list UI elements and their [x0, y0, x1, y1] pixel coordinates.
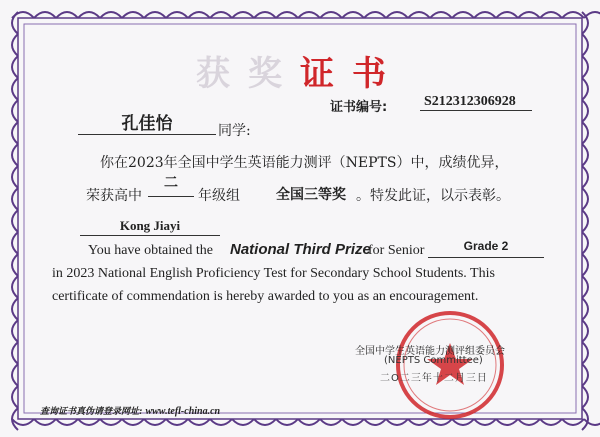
border-scallop [298, 419, 320, 425]
border-scallop [540, 12, 562, 18]
title-char-1: 获 [196, 54, 248, 94]
border-scallop [122, 419, 144, 425]
border-scallop [342, 419, 364, 425]
border-scallop [582, 342, 588, 364]
border-scallop [100, 12, 122, 18]
border-scallop [386, 12, 408, 18]
border-scallop [582, 166, 588, 188]
chinese-body-line-1: 你在2023年全国中学生英语能力测评（NEPTS）中，成绩优异， [100, 155, 509, 171]
border-scallop [78, 12, 100, 18]
border-scallop [34, 419, 56, 425]
english-line1-prefix: You have obtained the [88, 243, 213, 258]
student-name-en: Kong Jiayi [119, 218, 181, 233]
border-scallop [12, 386, 18, 408]
verification-text: 查询证书真伪请登录网址: [40, 407, 143, 417]
issuer-cn: 全国中学生英语能力测评组委员会 [355, 346, 505, 357]
border-scallop [12, 166, 18, 188]
border-scallop [582, 122, 588, 144]
border-scallop [12, 320, 18, 342]
border-scallop [254, 12, 276, 18]
border-scallop [364, 419, 386, 425]
chinese-line2-middle: 年级组 [198, 188, 240, 204]
border-scallop [582, 298, 588, 320]
border-scallop [496, 12, 518, 18]
border-scallop [12, 298, 18, 320]
border-scallop [562, 419, 584, 425]
issuer-en: (NEPTS Committee) [384, 355, 483, 366]
border-scallop [582, 188, 588, 210]
border-scallop [276, 419, 298, 425]
title-char-2: 奖 [248, 54, 300, 94]
border-scallop [12, 342, 18, 364]
border-scallop [12, 254, 18, 276]
border-scallop [188, 419, 210, 425]
student-name-en-field [80, 219, 220, 236]
border-scallop [582, 232, 588, 254]
border-scallop [188, 12, 210, 18]
border-scallop [518, 419, 540, 425]
chinese-line2-prefix: 荣获高中 [86, 188, 142, 204]
border-scallop [12, 144, 18, 166]
border-scallop [12, 122, 18, 144]
border-scallop [582, 320, 588, 342]
chinese-line2-suffix: 。特发此证，以示表彰。 [356, 188, 510, 204]
border-scallop [474, 12, 496, 18]
greeting-suffix: 同学: [218, 123, 251, 139]
border-scallop [12, 232, 18, 254]
border-scallop [166, 419, 188, 425]
border-scallop [12, 408, 18, 430]
border-scallop [342, 12, 364, 18]
grade-en-field [428, 240, 544, 258]
border-scallop [232, 419, 254, 425]
grade-cn-field [148, 176, 194, 197]
english-line1-middle: for Senior [368, 243, 425, 258]
border-scallop [12, 419, 34, 425]
student-name-cn: 孔佳怡 [121, 114, 173, 134]
border-scallop [210, 419, 232, 425]
prize-en: National Third Prize [230, 241, 371, 258]
border-scallop [582, 364, 588, 386]
english-body-line-2: in 2023 National English Proficiency Test for Secondary School Students. This [52, 266, 495, 281]
border-scallop [56, 12, 78, 18]
grade-en: Grade 2 [463, 239, 509, 253]
border-scallop [12, 188, 18, 210]
title-char-3: 证 [300, 54, 352, 94]
border-scallop [452, 12, 474, 18]
border-scallop [562, 12, 584, 18]
border-scallop [12, 12, 18, 34]
student-name-cn-field [78, 114, 216, 135]
border-scallop [408, 12, 430, 18]
border-scallop [582, 144, 588, 166]
border-scallop [12, 100, 18, 122]
border-scallop [78, 419, 100, 425]
border-scallop [56, 419, 78, 425]
border-scallop [430, 12, 452, 18]
border-scallop [144, 12, 166, 18]
english-body-line-3: certificate of commendation is hereby awarded to you as an encouragement. [52, 289, 479, 304]
verification-note [40, 404, 220, 417]
border-scallop [276, 12, 298, 18]
border-scallop [582, 210, 588, 232]
certificate-title [0, 46, 600, 95]
border-scallop [518, 12, 540, 18]
border-scallop [320, 12, 342, 18]
border-scallop [582, 276, 588, 298]
border-scallop [582, 254, 588, 276]
verification-url[interactable]: www.tefl-china.cn [145, 406, 221, 417]
border-scallop [34, 12, 56, 18]
border-scallop [144, 419, 166, 425]
border-scallop [12, 276, 18, 298]
border-scallop [364, 12, 386, 18]
title-char-4: 书 [352, 54, 404, 94]
border-scallop [232, 12, 254, 18]
border-scallop [166, 12, 188, 18]
border-scallop [12, 364, 18, 386]
border-scallop [298, 12, 320, 18]
border-scallop [210, 12, 232, 18]
certificate-number-value: S212312306928 [420, 94, 532, 111]
border-scallop [540, 419, 562, 425]
certificate-number-label: 证书编号: [330, 100, 388, 115]
border-scallop [12, 210, 18, 232]
issue-date: 二O二三年十二月三日 [380, 373, 488, 384]
border-scallop [122, 12, 144, 18]
border-scallop [582, 386, 588, 408]
border-scallop [320, 419, 342, 425]
border-scallop [254, 419, 276, 425]
award-cn: 全国三等奖 [276, 187, 346, 203]
border-scallop [582, 100, 588, 122]
border-scallop [100, 419, 122, 425]
grade-cn: 二 [164, 176, 178, 191]
